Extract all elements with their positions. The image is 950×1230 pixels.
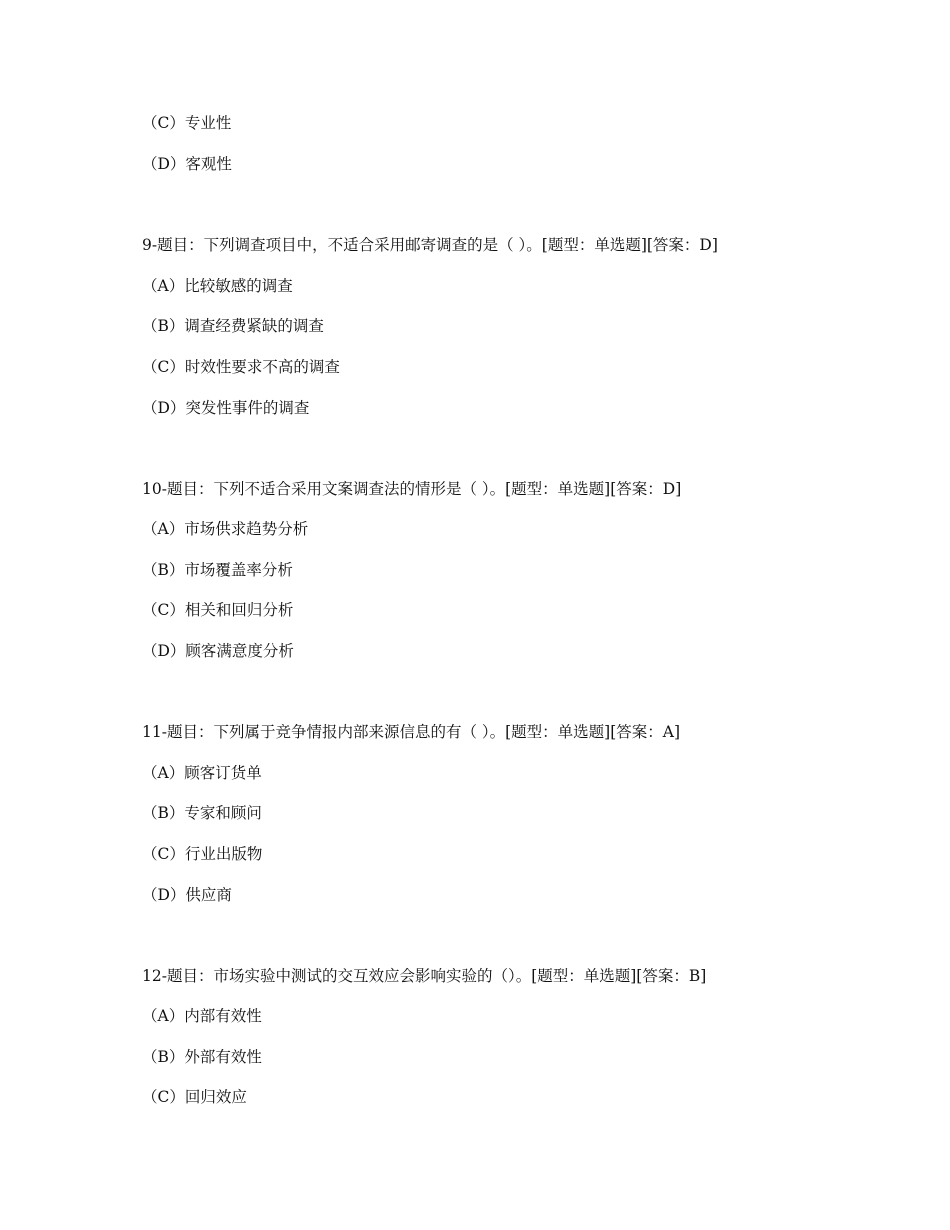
question-line: 9-题目：下列调查项目中，不适合采用邮寄调查的是（ ）。[题型：单选题][答案：D] <box>142 236 718 254</box>
option-line: （A）内部有效性 <box>142 1007 262 1025</box>
option-line: （D）供应商 <box>142 886 232 904</box>
option-line: （A）市场供求趋势分析 <box>142 520 309 538</box>
question-line: 12-题目：市场实验中测试的交互效应会影响实验的（）。[题型：单选题][答案：B] <box>142 967 707 985</box>
option-line: （B）市场覆盖率分析 <box>142 561 293 579</box>
option-line: （A）顾客订货单 <box>142 764 262 782</box>
option-line: （A）比较敏感的调查 <box>142 277 293 295</box>
option-line: （C）专业性 <box>142 114 232 132</box>
option-line: （B）外部有效性 <box>142 1048 262 1066</box>
option-line: （C）行业出版物 <box>142 845 263 863</box>
option-line: （C）时效性要求不高的调查 <box>142 358 340 376</box>
option-line: （C）相关和回归分析 <box>142 601 294 619</box>
option-line: （C）回归效应 <box>142 1088 247 1106</box>
option-line: （D）顾客满意度分析 <box>142 642 294 660</box>
question-line: 11-题目：下列属于竞争情报内部来源信息的有（ ）。[题型：单选题][答案：A] <box>142 723 681 741</box>
option-line: （D）客观性 <box>142 155 232 173</box>
question-line: 10-题目：下列不适合采用文案调查法的情形是（ ）。[题型：单选题][答案：D] <box>142 480 682 498</box>
option-line: （D）突发性事件的调查 <box>142 399 310 417</box>
option-line: （B）调查经费紧缺的调查 <box>142 317 324 335</box>
option-line: （B）专家和顾问 <box>142 804 262 822</box>
